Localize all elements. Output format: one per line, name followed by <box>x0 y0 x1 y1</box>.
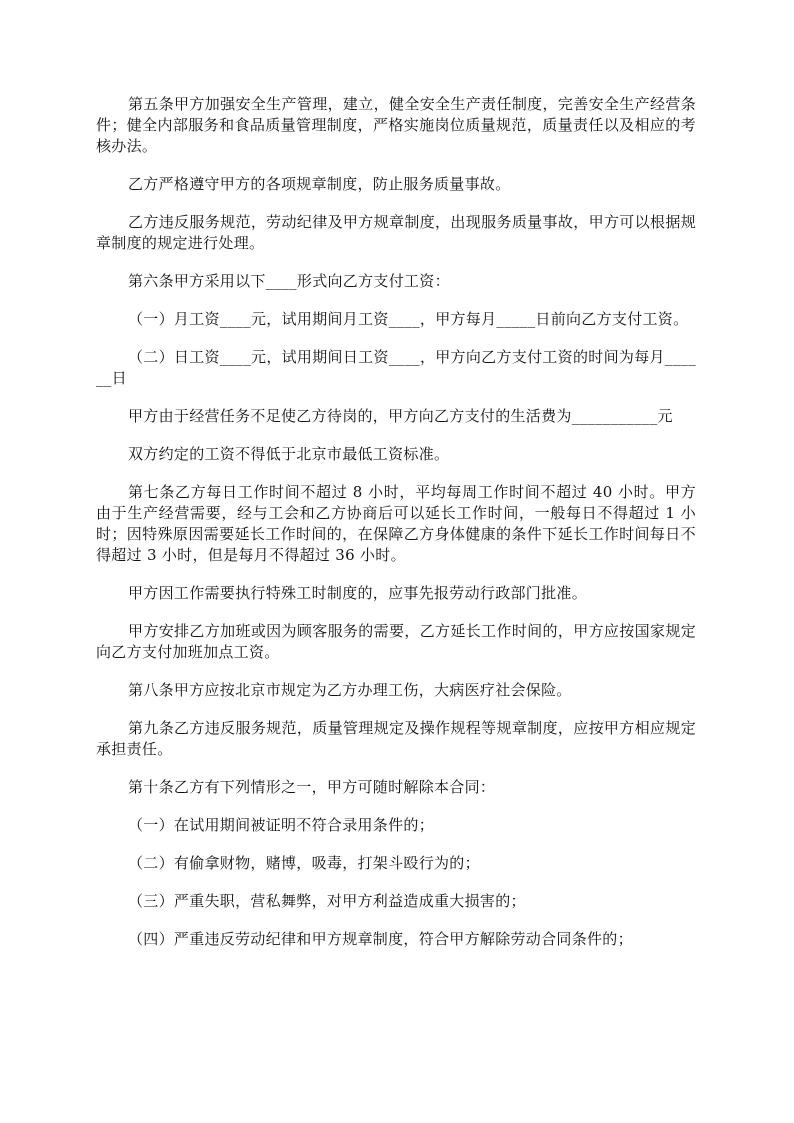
paragraph-special-hours: 甲方因工作需要执行特殊工时制度的，应事先报劳动行政部门批准。 <box>128 584 588 602</box>
paragraph-overtime-pay: 甲方安排乙方加班或因为顾客服务的需要，乙方延长工作时间的，甲方应按国家规定向乙方支付加班加点工资。 <box>96 622 696 661</box>
paragraph-minimum-wage: 双方约定的工资不得低于北京市最低工资标准。 <box>128 445 450 463</box>
paragraph-article-6: 第六条甲方采用以下____形式向乙方支付工资： <box>128 272 450 290</box>
paragraph-article-9: 第九条乙方违反服务规范，质量管理规定及操作规程等规章制度，应按甲方相应规定承担责任。 <box>96 719 696 758</box>
paragraph-article-8: 第八条甲方应按北京市规定为乙方办理工伤，大病医疗社会保险。 <box>128 681 572 699</box>
paragraph-termination-3: （三）严重失职，营私舞弊，对甲方利益造成重大损害的； <box>128 892 526 910</box>
paragraph-article-10: 第十条乙方有下列情形之一，甲方可随时解除本合同： <box>128 778 496 796</box>
paragraph-termination-2: （二）有偷拿财物，赌博，吸毒，打架斗殴行为的； <box>128 854 480 872</box>
paragraph-termination-1: （一）在试用期间被证明不符合录用条件的； <box>128 816 435 834</box>
paragraph-party-b-compliance: 乙方严格遵守甲方的各项规章制度，防止服务质量事故。 <box>128 175 511 193</box>
paragraph-party-b-violation: 乙方违反服务规范，劳动纪律及甲方规章制度，出现服务质量事故，甲方可以根据规章制度的规定进行处理。 <box>96 213 696 252</box>
paragraph-monthly-wage: （一）月工资____元，试用期间月工资____，甲方每月_____日前向乙方支付工资。 <box>128 310 689 328</box>
paragraph-standby-allowance: 甲方由于经营任务不足使乙方待岗的，甲方向乙方支付的生活费为___________元 <box>128 407 673 425</box>
paragraph-termination-4: （四）严重违反劳动纪律和甲方规章制度，符合甲方解除劳动合同条件的； <box>128 930 633 948</box>
paragraph-article-5: 第五条甲方加强安全生产管理，建立，健全安全生产责任制度，完善安全生产经营条件；健全内部服务和食品质量管理制度，严格实施岗位质量规范，质量责任以及相应的考核办法。 <box>96 95 696 155</box>
paragraph-daily-wage: （二）日工资____元，试用期间日工资____，甲方向乙方支付工资的时间为每月______日 <box>96 348 696 387</box>
document-body <box>96 94 696 967</box>
paragraph-article-7: 第七条乙方每日工作时间不超过 8 小时，平均每周工作时间不超过 40 小时。甲方由于生产经营需要，经与工会和乙方协商后可以延长工作时间，一般每日不得超过 1 小时；因特殊原因需要延长工作时间的，在保障乙方身体健康的条件下延长工作时间每日不得超过 3 小时，但是每月不得超过 36 小时。 <box>96 483 696 564</box>
